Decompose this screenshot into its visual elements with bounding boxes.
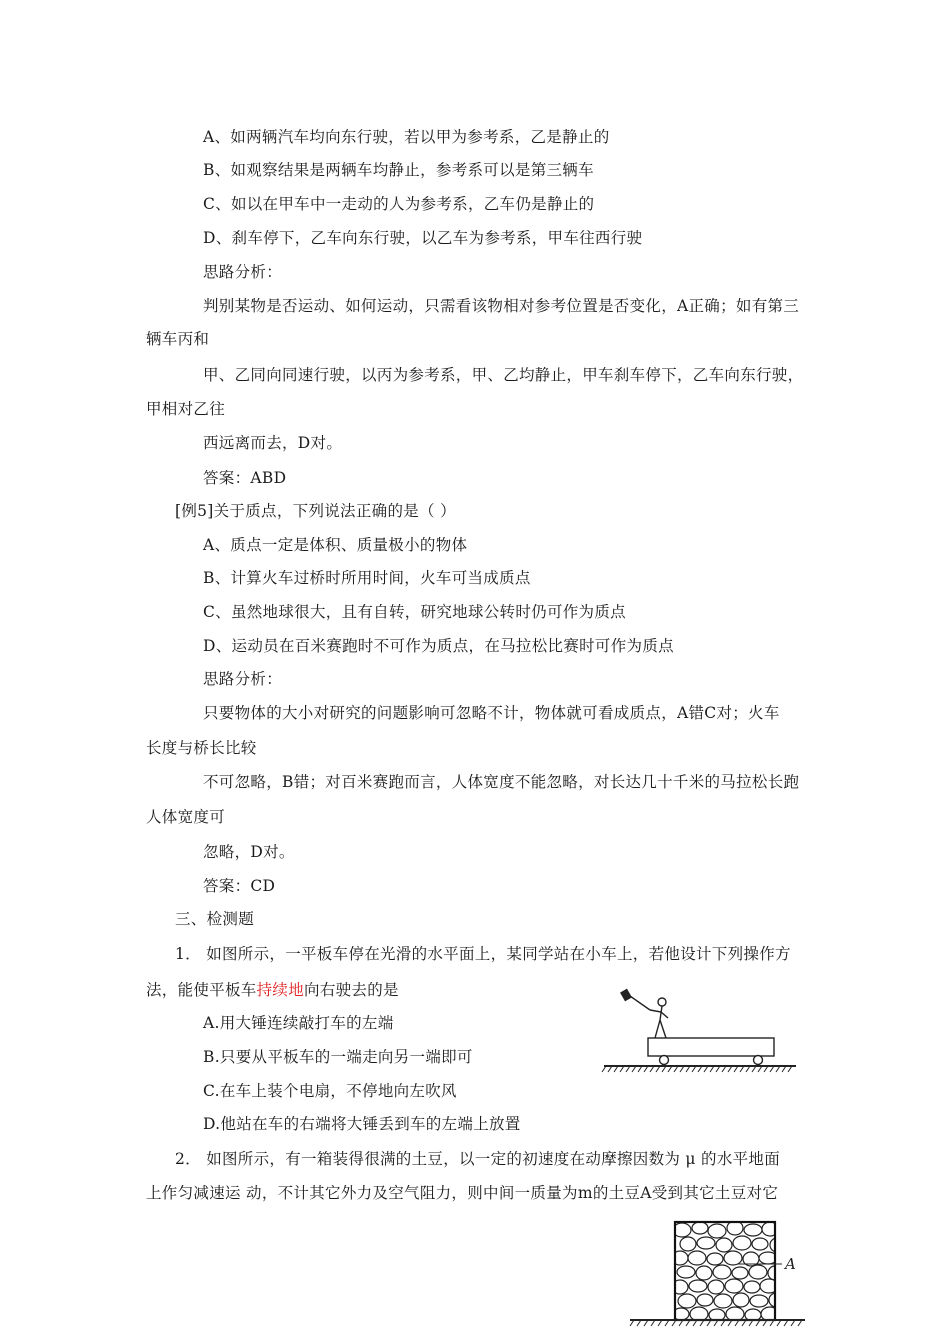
potato-box-figure bbox=[620, 1220, 810, 1338]
option-b-ex5: B、计算火车过桥时所用时间，火车可当成质点 bbox=[203, 569, 531, 587]
potato-pile bbox=[672, 1221, 784, 1321]
answer-text: 答案：CD bbox=[203, 877, 276, 895]
analysis-text: 甲相对乙往 bbox=[146, 400, 226, 418]
q1-option-a: A.用大锤连续敲打车的左端 bbox=[203, 1014, 394, 1032]
question-1-text: 1． 如图所示，一平板车停在光滑的水平面上，某同学站在小车上，若他设计下列操作方 bbox=[175, 945, 791, 963]
analysis-text: 不可忽略，B错；对百米赛跑而言，人体宽度不能忽略，对长达几十千米的马拉松长跑 bbox=[203, 773, 800, 791]
analysis-text: 西远离而去，D对。 bbox=[203, 434, 343, 452]
option-a-ex5: A、质点一定是体积、质量极小的物体 bbox=[203, 536, 468, 554]
analysis-text: 辆车丙和 bbox=[146, 330, 210, 348]
question-1-text: 法，能使平板车持续地向右驶去的是 bbox=[146, 981, 399, 999]
option-c-ex5: C、虽然地球很大，且有自转，研究地球公转时仍可作为质点 bbox=[203, 603, 626, 621]
figure-label-a: A bbox=[785, 1255, 796, 1273]
analysis-heading: 思路分析： bbox=[203, 263, 283, 281]
section-heading: 三、检测题 bbox=[175, 910, 255, 928]
analysis-heading: 思路分析： bbox=[203, 670, 283, 688]
analysis-text: 只要物体的大小对研究的问题影响可忽略不计，物体就可看成质点，A错C对；火车 bbox=[203, 704, 780, 722]
option-b-ex4: B、如观察结果是两辆车均静止，参考系可以是第三辆车 bbox=[203, 161, 594, 179]
person-icon bbox=[630, 996, 668, 1038]
q1-option-c: C.在车上装个电扇，不停地向左吹风 bbox=[203, 1082, 457, 1100]
analysis-text: 人体宽度可 bbox=[146, 808, 226, 826]
option-d-ex5: D、运动员在百米赛跑时不可作为质点，在马拉松比赛时可作为质点 bbox=[203, 637, 674, 655]
q1-option-b: B.只要从平板车的一端走向另一端即可 bbox=[203, 1048, 473, 1066]
flatcar-figure bbox=[600, 1022, 800, 1084]
option-c-ex4: C、如以在甲车中一走动的人为参考系，乙车仍是静止的 bbox=[203, 195, 595, 213]
option-a-ex4: A、如两辆汽车均向东行驶，若以甲为参考系，乙是静止的 bbox=[203, 128, 610, 146]
analysis-text: 长度与桥长比较 bbox=[146, 739, 257, 757]
q1-option-d: D.他站在车的右端将大锤丢到车的左端上放置 bbox=[203, 1115, 521, 1133]
analysis-text: 判别某物是否运动、如何运动，只需看该物相对参考位置是否变化，A正确；如有第三 bbox=[203, 297, 800, 315]
example-5-title: [例5]关于质点，下列说法正确的是（ ） bbox=[175, 502, 456, 520]
hammer-icon bbox=[620, 989, 632, 1002]
question-2-text: 2． 如图所示，有一箱装得很满的土豆，以一定的初速度在动摩擦因数为 μ 的水平地面 bbox=[175, 1150, 781, 1168]
question-2-text: 上作匀减速运 动，不计其它外力及空气阻力，则中间一质量为m的土豆A受到其它土豆对它 bbox=[146, 1184, 779, 1202]
highlight-text: 持续地 bbox=[256, 981, 305, 999]
analysis-text: 甲、乙同向同速行驶，以丙为参考系，甲、乙均静止，甲车刹车停下，乙车向东行驶， bbox=[203, 366, 804, 384]
option-d-ex4: D、刹车停下，乙车向东行驶，以乙车为参考系，甲车往西行驶 bbox=[203, 229, 643, 247]
analysis-text: 忽略，D对。 bbox=[203, 843, 295, 861]
answer-text: 答案：ABD bbox=[203, 469, 287, 487]
